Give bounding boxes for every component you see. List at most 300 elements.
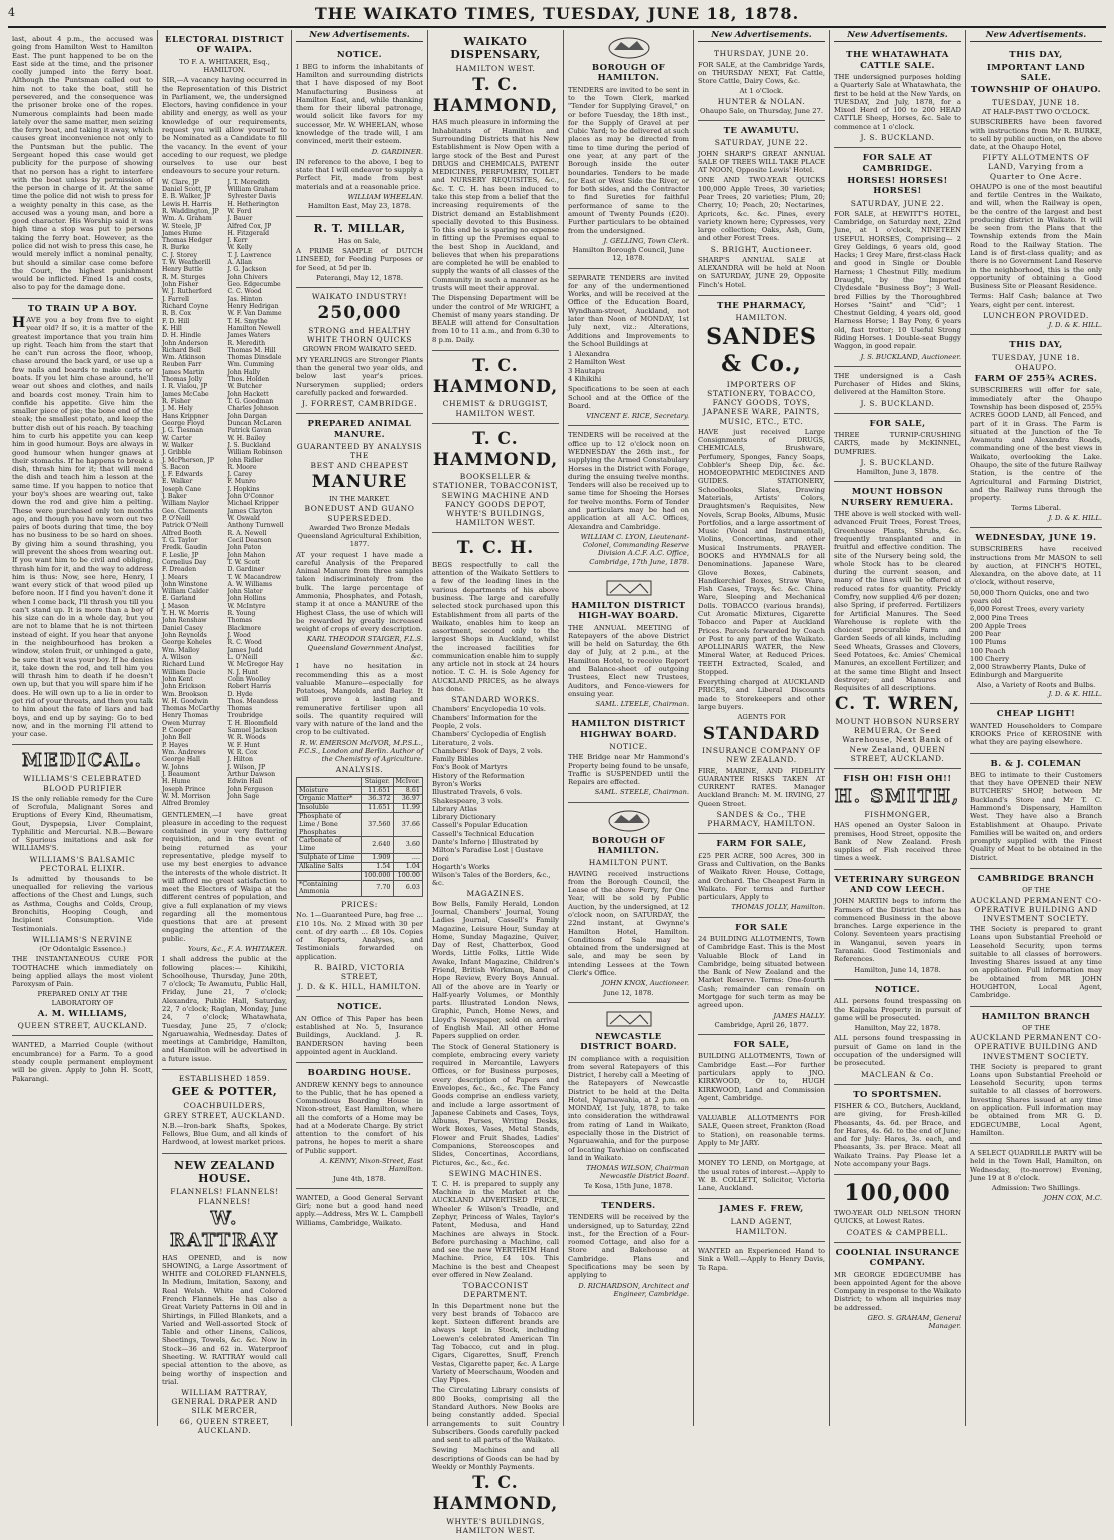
gardiner-notice-text: I BEG to inform the inhabitants of Hamilton and surrounding districts that I have disposed of my Boot Manufacturing Business at Hamilton East, and, while thanking them for their liberal patronage, would solicit like favors for my successor, Mr. W. WHEELAN, whose knowledge of the trade will, I am convinced, merit their esteem. xyxy=(296,62,423,146)
coolnial-title: COOLNIAL INSURANCE COMPANY. xyxy=(835,1247,960,1269)
elector-name: P. Cooper xyxy=(162,727,192,735)
medical-subtitle: WILLIAMS'S CELEBRATED BLOOD PURIFIER xyxy=(23,774,142,793)
elector-name: T. W. Weatherill xyxy=(162,259,211,267)
newspaper-title: THE WAIKATO TIMES, TUESDAY, JUNE 18, 1878. xyxy=(314,4,800,23)
trees-list-item: 2,000 Pine Trees xyxy=(970,613,1029,622)
elector-name: J. M. Hely xyxy=(162,405,193,413)
whatawhata-title: THE WHATAWHATA CATTLE SALE. xyxy=(846,50,949,71)
sharp-list: ONE AND TWO-YEAR QUICKS 100,000 Apple Trees, 30 varieties; Pear Trees, 20 varieties; Plum, 20; Cherry, 10; Peach, 20; Nectarines, Apricots, &c. &c. Pines, every variety known here; Cypresses, very large collection; Oaks, Ash, Gum, and other Forest Trees. xyxy=(698,176,825,243)
trees-list-item: 200 Apple Trees xyxy=(970,621,1027,630)
elector-name: R. B. Cox xyxy=(162,310,192,318)
elector-name: Wm. A. Graham xyxy=(162,215,212,223)
pectoral-title: WILLIAMS'S BALSAMIC PECTORAL ELIXIR. xyxy=(29,854,136,873)
analysis-row xyxy=(297,880,423,897)
punt-ad xyxy=(568,803,689,1003)
analysis-table xyxy=(296,777,423,897)
tch-text: BEGS respectfully to call the attention of the Waikato Settlers to a few of the leading lines in the various departments of his above business. The large and carefully selected stock purchased upon this Establishment from all parts of the Waikato, enables him to keep an assortment, second only to the largest Shops in Auckland, whilst the increased facilities for communication enable him to supply any article not in stock at 24 hours notice. T. C. H. is Sole Agency for AUCKLAND PRICES, as he always has done. xyxy=(432,560,559,694)
hides-text: THE undersigned is a Cash Purchaser of Hides and Skins, delivered at the Hamilton Store. xyxy=(834,371,961,397)
analysis-cell: 3.60 xyxy=(393,837,423,854)
sewing-text: T. C. H. is prepared to supply any Machine in the Market at the AUCKLAND ADVERTISED PRICE, Wheeler & Wilson's Treadle, and Zephyr, Princess of Wales, Taylor's Patent, Medusa, and Hand Machines are always in Stock. Before purchasing a Machine, call and see the new WERTHEIM Hand Machine. Price, £4 10s. This Machine is the best and Cheapest ever offered in New Zealand. xyxy=(432,1179,559,1280)
punt-text: HAVING received instructions from the Borough Council, the Lease of the above Ferry, for One Year, will be sold by Public Auction, by the undersigned, at 12 o'clock noon, on SATURDAY, the 22nd instant, at Gwynne's Hamilton Hotel, Hamilton. Conditions of Sale may be obtained from the undersigned at sale, and may be seen by intending Lessees at the Town Clerk's Office. xyxy=(568,869,689,977)
bridge-notice-ad xyxy=(568,714,689,802)
works-list-item: Dante's Inferno | Illustrated by Milton's Paradise Lost | Gustave Doré xyxy=(432,837,544,863)
ohaupo-land-ad xyxy=(970,45,1102,335)
gee-name: GEE & POTTER, xyxy=(171,1085,278,1099)
whatawhata-sign: J. S. BUCKLAND. xyxy=(860,133,935,143)
analysis-cell: Moisture xyxy=(297,786,362,795)
gardiner-sign: D. GARDINER. xyxy=(371,147,423,156)
elector-name: F. D. Hill xyxy=(162,317,190,325)
works-list-item: Chambers' Cyclopedia of English Literature, 2 vols. xyxy=(432,730,547,747)
industry-subtitle: STRONG and HEALTHY WHITE THORN QUICKS xyxy=(306,326,413,345)
elector-name: P. Hayes xyxy=(162,741,189,749)
elector-name: Thos. Meandess xyxy=(227,697,279,705)
hammond-final-subtitle: WHYTE'S BUILDINGS, HAMILTON WEST. xyxy=(446,1516,545,1535)
analysis-cell: 36.97 xyxy=(393,795,423,804)
farm-place: OHAUPO. xyxy=(1015,362,1057,372)
nervine-title: WILLIAMS'S NERVINE xyxy=(32,934,133,944)
analysis-cell: 6.03 xyxy=(393,880,423,897)
ohaupo-time: AT HALF-PAST TWO O'CLOCK. xyxy=(982,107,1090,116)
elector-name: T. H. Bloomfield xyxy=(227,719,278,727)
elector-name: Owen Murray xyxy=(162,719,206,727)
cottage-tender-ad xyxy=(568,1196,689,1303)
elector-name: J. Hopkins xyxy=(227,485,260,493)
manure-title: PREPARED ANIMAL MANURE. xyxy=(307,419,412,440)
nz-rattray-name: W. RATTRAY xyxy=(170,1207,279,1251)
sportsmen-title: TO SPORTSMEN. xyxy=(853,1089,942,1100)
well-text: WANTED an Experienced Hand to Sink a Well.—Apply to Henry Davis, Te Rapa. xyxy=(698,1247,825,1272)
elector-name: Alfred Cox, JP xyxy=(227,222,272,230)
elector-name: Wm. Andrews xyxy=(162,749,206,757)
elector-name: Wm. Cumming xyxy=(227,361,275,369)
trees-list-item: 100 Plums xyxy=(970,638,1007,647)
works-list-item: Family Bibles xyxy=(432,755,479,764)
elector-name: T. J. Lawrence xyxy=(227,251,272,259)
column-4 xyxy=(428,30,564,1535)
boy-article xyxy=(12,299,153,746)
office-notice-title: NOTICE. xyxy=(336,1002,383,1013)
elector-name: Charles Johnson xyxy=(227,405,279,413)
elector-name: James Clayton xyxy=(227,507,273,515)
gardiner-notice xyxy=(296,45,423,216)
office-notice-text: AN Office of This Paper has been established at No. 5, Insurance Buildings, Auckland. J. R. BANDERSON having been appointed agent in Auckland. xyxy=(296,1014,423,1056)
elector-name: Thomas Jolly xyxy=(162,376,203,384)
trees-list-item: 100 Peach xyxy=(970,646,1006,655)
elector-name: Fredk. Gaudin xyxy=(162,544,208,552)
well-ad xyxy=(698,1242,825,1278)
analysis-header-cell xyxy=(297,777,362,786)
analysis-row xyxy=(297,813,423,837)
elector-name: Thomas Dinsdale xyxy=(227,354,282,362)
elector-name: R. Young xyxy=(227,610,256,618)
hamilton-society-name: AUCKLAND PERMANENT CO-OPERATIVE BUILDING AND INVESTMENT SOCIETY. xyxy=(970,1033,1102,1061)
farm-sale-ad xyxy=(698,834,825,917)
elector-name: James Judd xyxy=(227,646,263,654)
manure-award: Awarded Two Bronze Medals Queensland Agricultural Exhibition, 1877. xyxy=(297,523,422,549)
vet-date: Hamilton, June 14, 1878. xyxy=(854,965,941,974)
elector-name: T. W. Macandrew xyxy=(227,573,281,581)
gee-potter-ad xyxy=(162,1070,287,1154)
manure-best: BEST AND CHEAPEST xyxy=(310,461,409,471)
bridge-notice-label: NOTICE. xyxy=(609,742,648,752)
gravel-tender-sign: J. GELLING, Town Clerk. xyxy=(603,236,689,245)
ohaupo-land-title: IMPORTANT LAND SALE. xyxy=(986,62,1086,84)
elector-name: W. McGregor Hay xyxy=(227,661,284,669)
elector-name: W. Ford xyxy=(227,207,252,215)
prices-sign: R. BAIRD, VICTORIA STREET, xyxy=(314,962,405,982)
dispensary-ad xyxy=(432,30,559,351)
analysis-cell: 1.04 xyxy=(393,862,423,871)
tch-ad xyxy=(432,533,559,1540)
electoral-petition: SIR,—A vacancy having occurred in the Representation of this District in Parliament, we, the undersigned Electors, having confidence in your ability and energy, as well as your knowledge of our requirements, request you will allow yourself to be Nominated as a Candidate to fill the vacancy. In the event of your acceding to our request, we pledge ourselves to use our best endeavours to secure your return. xyxy=(162,76,287,176)
elector-name: J. S. Buckland xyxy=(227,441,271,449)
elector-name: John Dargan xyxy=(227,412,267,420)
elector-name: John Hally xyxy=(227,368,261,376)
coleman-title: B. & J. COLEMAN xyxy=(990,758,1082,769)
elector-name: D. Hyde xyxy=(227,690,253,698)
vet-title: VETERINARY SURGEON AND COW LEECH. xyxy=(834,874,961,895)
coleman-ad xyxy=(970,754,1102,869)
office-notice xyxy=(296,997,423,1063)
manure-sign: KARL THEODOR STAIGER, F.L.S. Queensland Government Analyst, &c. xyxy=(306,635,423,660)
nursery-ad xyxy=(834,482,961,768)
kirkwood-ad xyxy=(698,1035,825,1109)
elector-name: John Ridler xyxy=(227,456,263,464)
turnip-title: FOR SALE, xyxy=(869,418,926,429)
analysis-header-cell: Staiger. xyxy=(362,777,393,786)
cheap-light-title: CHEAP LIGHT! xyxy=(996,709,1076,720)
quadrille-ad xyxy=(970,1144,1102,1207)
coolnial-ad xyxy=(834,1243,961,1336)
frew-subtitle: LAND AGENT, xyxy=(730,1216,793,1226)
analysis-cell: 7.70 xyxy=(362,880,393,897)
elector-name: Colin Woolley xyxy=(227,675,271,683)
elector-name: R. A. Newell xyxy=(227,529,267,537)
millar-name: R. T. MILLAR, xyxy=(313,221,406,235)
school-list xyxy=(568,350,689,383)
elector-name: J. Kerr xyxy=(227,237,248,245)
millar-text: A PRIME SAMPLE of DUTCH LINSEED, for Feeding Purposes or for Seed, at 5d per lb. xyxy=(296,247,423,272)
works-list-item: Byron's Works xyxy=(432,779,482,788)
analysis-cell: *Containing Ammonia xyxy=(297,880,362,897)
standard-text: FIRE, MARINE, AND FIDELITY GUARANTEE RISKS TAKEN AT CURRENT RATES. Manager Auckland Branch: M. M. IRVING, 27 Queen Street. xyxy=(698,766,825,808)
column-header: New Advertisements. xyxy=(296,30,423,42)
bridge-notice-text: THE Bridge near Mr Hammond's Property being found to be unsafe, Traffic is SUSPENDED until the Repairs are effected. xyxy=(568,753,689,787)
cheap-light-text: WANTED Householders to Compare KROOKS Price of KEROSINE with what they are paying elsewhere. xyxy=(970,721,1102,747)
elector-name: Thomas McCarthy xyxy=(162,705,220,713)
analysis-header-row xyxy=(297,777,423,786)
magazines-text: Bow Bells, Family Herald, London Journal, Chambers' Journal, Young Ladies Journal, Cassell's Family Magazine, Leisure Hour, Sunday at Home, Sunday Magazine, Quiver, Day of Rest, Chatterbox, Good Words, Little Folks, Little Wide Awake, Infant Magazine, Children's Friend, British Workman, Band of Hope Review, Every Boys Annual. All of the above are in Yearly or Half-yearly Volumes, or Monthly parts. Illustrated London News, Graphic, Punch, Home News, and Lloyd's Newspaper, sold on arrival of English Mail. All other Home Papers supplied on order. xyxy=(432,899,559,1041)
works-list-item: Chambers' Book of Days, 2 vols. xyxy=(432,746,543,755)
quadrille-admission: Admission: Two Shillings. xyxy=(991,1184,1081,1193)
dispensary-text: HAS much pleasure in informing the Inhabitants of Hamilton and Surrounding Districts that his New Establishment is Now Open with a large stock of the Best and Purest DRUGS and CHEMICALS, PATENT MEDICINES, PERFUMERY, TOILET and NURSERY REQUISITES, &c., &c. T. C. H. has been induced to take this step from a belief that the increasing requirements of the District demand an Establishment specially devoted to this Business. To this end he is sparing no expense in fitting up the Premises equal to the best Shop in Auckland, and believes that when his preparations are completed he will be enabled to supply the wants of all classes of the Community in such a manner as he trusts will meet their approval. xyxy=(432,118,559,293)
trees-list-item: 6,000 Forest Trees, every variety xyxy=(970,605,1085,614)
forage-tender-ad xyxy=(568,426,689,572)
vet-ad xyxy=(834,870,961,980)
elector-name: Thomas M. Hill xyxy=(227,346,276,354)
boarding-text: ANDREW KENNY begs to announce to the Public, that he has opened a Commodious Boarding House in Nixon-street, East Hamilton, where all the comforts of a Home may be had at a Moderate Charge. By strict attention to the comfort of his patrons, he hopes to merit a share of Public support. xyxy=(296,1080,423,1155)
elector-name: T. G. Goodman xyxy=(227,398,274,406)
analysis-title: ANALYSIS. xyxy=(335,764,384,774)
alexandra-trees-list xyxy=(970,589,1102,680)
sportsmen-text: FISHER & CO., Butchers, Auckland, are giving, for Fresh-killed Pheasants, 4s. 6d. per Brace, and for Hares, 4s. 6d. to the end of June; and for July: Hares, 3s. each, and Pheasants, 3s. per Brace. Meat all Waikato Trains. Pay Please let a Note accompany your Bags. xyxy=(834,1102,961,1168)
elector-name: W. F. Hunt xyxy=(227,741,260,749)
farm-acres-text: SUBSCRIBERS will offer for sale, immediately after the Ohaupo Township has been disposed of, 255¾ ACRES GOOD LAND, all Fenced, and part of it in Grass. The Farm is situated at the Junction of the Te Awamutu and Alexandra Roads, commanding one of the best views in Waikato, overlooking the Lake. Ohaupo, the site of the future Railway Station, is the centre of the Agricultural and Farming District, and the Railway runs through the property. xyxy=(970,386,1102,503)
allotments-text: 24 BUILDING ALLOTMENTS, Town of Cambridge East. This is the Most Valuable Block of Land in Cambridge, being situated between the Bank of New Zealand and the Market Reserve. Terms: One-fourth Cash; remainder can remain on Mortgage for such term as may be agreed upon. xyxy=(698,935,825,1010)
elector-name: A. W. Williams xyxy=(227,580,273,588)
works-list xyxy=(432,705,559,887)
elector-name: Cecil Dearson xyxy=(227,536,272,544)
elector-name: J. Mears xyxy=(162,573,188,581)
column-8 xyxy=(966,30,1106,1426)
column-1 xyxy=(8,30,158,1426)
elector-name: John Winstone xyxy=(162,580,208,588)
thorn-count: 100,000 xyxy=(844,1180,951,1207)
works-list-item: History of the Reformation xyxy=(432,771,525,780)
agents-for: AGENTS FOR xyxy=(737,713,786,722)
industry-text: MY YEARLINGS are Stronger Plants than the general two year olds, and below last year's prices. Nurserymen supplied; orders carefully packed and forwarded. xyxy=(296,355,423,397)
columns xyxy=(8,30,1106,1535)
elector-name: W. H. Bailey xyxy=(227,434,266,442)
trespass-text-2: ALL persons found trespassing in pursuit of Game on land in the occupation of the undersigned will be prosecuted. xyxy=(834,1034,961,1068)
elector-name: S. Bacon xyxy=(162,463,190,471)
tobacco-title: TOBACCONIST DEPARTMENT. xyxy=(462,1281,529,1300)
analysis-cell: Organic Matter* xyxy=(297,795,362,804)
nz-flannels: FLANNELS! FLANNELS! FLANNELS! xyxy=(170,1187,279,1206)
gravel-tender-text: TENDERS are invited to be sent in to the Town Clerk, marked "Tender for Supplying Gravel," on or before Tuesday, the 18th inst., for the Supply of Gravel at per Cubic Yard; to be delivered at such places as may be directed from time to time during the period of one year, at any part of the Borough inside the outer boundaries. Tenders to be made for East or West Side the River, or for both sides, and the Contractor to find Sureties for faithful performance of same to the amount of Twenty Pounds (£20). Further particulars to be obtained from the undersigned. xyxy=(568,85,690,235)
sharp-sale-ad xyxy=(698,121,825,296)
fish-ad xyxy=(834,769,961,870)
elector-name: Arthur Dawson xyxy=(227,770,276,778)
highway-meeting-text: THE ANNUAL MEETING of Ratepayers of the above District will be held on Saturday, the 6th day of July, at 2 p.m., at the Hamilton Hotel, to receive Report and Balance-sheet of outgoing Trustees, Elect new Trustees, Auditors, and Fence-viewers for ensuing year. xyxy=(568,623,689,698)
wanted-couple-ad xyxy=(12,1036,153,1088)
elector-name: John Mahon xyxy=(227,551,266,559)
elector-name: Thomas Blackmore xyxy=(227,617,262,632)
elector-name: J. Hilton xyxy=(227,756,253,764)
standard-sign: SANDES & Co., THE PHARMACY, HAMILTON. xyxy=(707,810,816,829)
stationery-text: The Stock of General Stationery is complete, embracing every variety required in Mercantile, Lawyers Offices, or for Business purposes, every description of Papers and Envelopes, &c., &c., &c. The Fancy Goods comprise an endless variety, and include a large assortment of Japanese Cabinets and Cases, Toys, Albums, Purses, Writing Desks, Work Boxes, Vases, Metal Stands, Flower and Fruit Shades, Ladies' Companions, Stereoscopes and Slides, Concertinas, Accordians, Pictures, &c., &c., &c. xyxy=(432,1042,559,1167)
farm-terms: Terms Liberal. xyxy=(1010,504,1062,513)
frankton-text: VALUABLE ALLOTMENTS FOR SALE, Queen street, Frankton (Road to Station), on reasonable terms. Apply to Mr JARY. xyxy=(698,1114,825,1147)
elector-name: Alfred Booth xyxy=(162,529,202,537)
ohaupo-text: SUBSCRIBERS have been favored with instructions from Mr R. BURKE, to sell by public auction, on the above date, at the Ohaupo Hotel, xyxy=(970,118,1102,152)
dispensary-department: The Dispensing Department will be under the control of Mr WRIGHT, a Chemist of many years standing. Dr BEALE will attend for Consultation from 10 to 11 a.m., and from 6.30 to 8 p.m. Daily. xyxy=(432,294,559,344)
hamilton-society-of: OF THE xyxy=(1022,1023,1050,1032)
elector-name: John Slater xyxy=(227,588,263,596)
tch-title: T. C. H. xyxy=(456,538,535,559)
trespass-title: NOTICE. xyxy=(874,984,921,995)
standard-name: STANDARD xyxy=(702,723,821,744)
analysis-cell: 11.99 xyxy=(393,804,423,813)
sandes-name: SANDES & Co., xyxy=(706,324,817,378)
elector-name: L. O'Neill xyxy=(227,653,258,661)
elector-name: C. C. Wood xyxy=(227,288,262,296)
cambridge-society-title: CAMBRIDGE BRANCH xyxy=(977,873,1095,884)
boy-article-title: TO TRAIN UP A BOY. xyxy=(27,303,138,314)
analysis-cell: 37.66 xyxy=(393,813,423,837)
nz-house-address: 66, QUEEN STREET, AUCKLAND. xyxy=(179,1416,270,1435)
elector-name: I. R. Vialou, JP xyxy=(162,383,208,391)
chemist-name: A. M. WILLIAMS, xyxy=(37,1008,128,1019)
sandes-text: HAVE just received Large Consignments of DRUGS, CHEMICALS, Brushware, Perfumery, Sponges, Fancy Soaps, Cobbler's Sheep Dip, &c. &c. HOMOEOPATHIC MEDICINES AND GUIDES. STATIONERY, Schoolbooks, Slates, Drawing Materials, Artists' Colors, Draughtsmen's Requisites, New Novels, Scrap Books, Albums, Music Portfolios, and a large assortment of Music (Vocal and Instrumental), Violins, Concertinas, and other Musical Instruments. PRAYER-BOOKS and HYMNALS for all Denominations. Japanese Ware, Glove Boxes, Cabinets, Handkerchief Boxes, Straw Ware, Fish Cases, Trays, &c. &c. China Ware, Sleeping and Mechanical Dolls. TOBACCO (various brands), Cut Aromatic Mixtures, Cigarette Tobacco and Paper at Auckland Prices. Parcels forwarded by Coach or Post to any part of the Waikato. APOLLINARIS WATER, the New Mineral Water, at Reduced Prices. TEETH Extracted, Scaled, and Stopped. xyxy=(698,427,825,676)
elector-name: J. Carey xyxy=(227,471,252,479)
standard-subtitle: INSURANCE COMPANY OF NEW ZEALAND. xyxy=(702,746,821,765)
alexandra-trees-date: WEDNESDAY, JUNE 19. xyxy=(975,532,1097,543)
elector-name: George Floyd xyxy=(162,419,205,427)
gardiner-notice-title: NOTICE. xyxy=(336,50,383,61)
coolnial-sign: GEO. S. GRAHAM, General Manager. xyxy=(867,1313,961,1331)
elector-name: Wm. Brookson xyxy=(162,690,208,698)
farm-sale-text: £25 PER ACRE, 500 Acres, 300 in Grass and Cultivation, on the Banks of Waikato River. House, Cottage, and Orchard. The Cheapest Farm in Waikato. For terms and further particulars, Apply to xyxy=(698,851,825,902)
allotments-title: FOR SALE xyxy=(735,922,788,933)
wheelan-sign: WILLIAM WHEELAN. xyxy=(347,192,423,201)
elector-name: William Dacie xyxy=(162,668,206,676)
trees-list-item: 50,000 Thorn Quicks, one and two years old xyxy=(970,588,1089,605)
prices-title: PRICES: xyxy=(341,900,378,910)
column-header: New Advertisements. xyxy=(970,30,1102,42)
elector-name: T. W. Scott xyxy=(227,558,261,566)
manure-bonedust: BONEDUST AND GUANO SUPERSEDED. xyxy=(304,504,415,523)
highway-meeting-sign: SAML. LTEELE, Chairman. xyxy=(595,700,689,709)
pectoral-text: Is admitted by thousands to be unequalled for relieving the various affections of the Chest and Lungs, such as Asthma, Coughs and Colds, Croup, Bronchitis, Hooping Cough, and Incipient Consumption. Vide Testimonials. xyxy=(12,874,153,933)
industry-grown: GROWN FROM WAIKATO SEED. xyxy=(302,345,417,354)
elector-name: Samuel Jackson xyxy=(227,727,278,735)
forage-tender-sign: WILLIAM C. LYON, Lieutenant-Colonel, Commanding Reserve Division A.C.F. A.C. Office, Cambridge, 17th June, 1878. xyxy=(580,532,689,566)
elector-name: Cornelius Day xyxy=(162,558,207,566)
smith-text: HAS opened an Oyster Saloon in premises, Hood Street, opposite the Bank of New Zealand. Fresh supplies of Fish received three times a week. xyxy=(834,821,961,863)
elector-name: J. Mason xyxy=(162,602,189,610)
elector-name: C. J. Storey xyxy=(162,251,197,259)
school-list-item: 1 Alexandra xyxy=(568,350,610,359)
elector-name: Hans Krippner xyxy=(162,412,209,420)
cambridge-society-of: OF THE xyxy=(1022,886,1050,895)
analysis-cell: 37.560 xyxy=(362,813,393,837)
analysis-cell: 100.00 xyxy=(393,871,423,880)
elector-name: Henry Hedrigan xyxy=(227,302,279,310)
elector-name: W. M. Morrison xyxy=(162,792,211,800)
elector-name: J. Beaumont xyxy=(162,770,200,778)
elector-name: F. Munro xyxy=(227,478,256,486)
elector-name: John Anderson xyxy=(162,339,209,347)
elector-name: Alfred Bromley xyxy=(162,800,210,808)
elector-name: W. McIntyre xyxy=(227,602,266,610)
elector-name: W. H. Goodwin xyxy=(162,697,209,705)
nz-house-text: HAS OPENED, and is now SHOWING, a Large Assortment of WHITE and COLORED FLANNELS, In Medium, Imitation, Saxony, and Real Welsh. White and Colored French Flannels. He has also a Great Variety Patterns in Oil and in Shirtings, in Filled Blankets, and a Varied and Well-assorted Stock of Table and other Linens, Calicos, Sheetings, Towels, &c. &c. Now in Stock—36 and 62 in. Waterproof Sheeting. W. RATTRAY would call special attention to the above, as being worthy of inspection and trial. xyxy=(162,1253,287,1386)
analysis-cell xyxy=(297,871,362,880)
elector-name: Wm. Atkinson xyxy=(162,354,206,362)
wren-name: C. T. WREN, xyxy=(835,694,960,715)
works-list-item: Fox's Book of Martyrs xyxy=(432,763,508,772)
elector-name: Hamilton Newell xyxy=(227,324,281,332)
horses-text: FOR SALE, at HEWITT'S HOTEL, Cambridge, on Saturday next, 22nd June, at 1 o'clock, NINETEEN USEFUL HORSES, Comprising— 2 Grey Geldings, 6 years old, good Hacks; 1 Grey Mare, first-class Hack and good in Single or Double Harness; 1 Chestnut Filly, medium Draught, by the Imported Clydesdale "Business Boy"; 3 Well-bred Fillies by the Thoroughbred Horses "Saint" and "Cid"; 1 Chestnut Gelding, 4 years old, good Harness Horse; 1 Bay Pony, 6 years old, fast trotter; 10 Useful Strong Riding Horses. 1 Double-seat Buggy Waggon, in good repair. xyxy=(834,209,962,351)
cottage-tender-sign: D. RICHARDSON, Architect and Engineer, Cambridge. xyxy=(578,1281,689,1298)
newcastle-crest-icon xyxy=(604,1009,654,1029)
column-6 xyxy=(694,30,830,1426)
works-list-item: Library Atlas xyxy=(432,804,477,813)
analysis-cell: .... xyxy=(393,854,423,863)
hammond-chemist-ad xyxy=(432,351,559,424)
manure-heading: MANURE xyxy=(311,472,408,493)
works-list-item: Wilson's Tales of the Borders, &c., &c. xyxy=(432,871,551,888)
analysis-cell: Carbonate of Lime xyxy=(297,837,362,854)
highway-board-crest-icon xyxy=(604,578,654,598)
ohaupo-date: TUESDAY, JUNE 18. xyxy=(992,97,1080,107)
gee-subtitle: COACHBUILDERS, xyxy=(183,1100,266,1110)
elector-name: John Renshaw xyxy=(162,617,207,625)
elector-name: H. Hume xyxy=(162,778,191,786)
elector-name: James McCabe xyxy=(162,390,209,398)
elector-name: K. Hill xyxy=(162,324,182,332)
millar-subtitle: Has on Sale, xyxy=(337,236,382,245)
kirkwood-title: FOR SALE, xyxy=(733,1040,790,1051)
horses-heading: HORSES! HORSES! HORSES! xyxy=(847,175,948,197)
trespass-sign: MACLEAN & Co. xyxy=(860,1069,935,1079)
elector-name: W. Steele, JP xyxy=(162,222,202,230)
newcastle-sign: THOMAS WILSON, Chairman Newcastle District Board. xyxy=(586,1164,689,1181)
elector-names xyxy=(162,179,287,808)
school-list-item: 4 Kihikihi xyxy=(568,375,602,383)
ohaupo-sign: J. D. & K. HILL. xyxy=(1048,321,1102,330)
elector-name: R. C. Wood xyxy=(227,639,262,647)
farm-acres-title: FARM OF 255¾ ACRES. xyxy=(974,374,1098,385)
sharp-text: JOHN SHARP'S GREAT ANNUAL SALE OF TREES WILL TAKE PLACE AT NOON, Opposite Lewis' Hotel. xyxy=(698,149,825,175)
wanted-couple-text: WANTED, a Married Couple (without encumbrance) for a Farm. To a good steady couple permanent employment will be given. Apply to John H. Scott, Pakarangi. xyxy=(12,1041,153,1083)
elector-name: R. Meredith xyxy=(227,339,266,347)
horses-sign: J. S. BUCKLAND, Auctioneer. xyxy=(860,352,961,361)
elector-name: J. Baker xyxy=(162,493,187,501)
elector-name: Richard Lund xyxy=(162,661,205,669)
boarding-ad xyxy=(296,1063,423,1189)
borough-crest-icon xyxy=(606,809,652,833)
elector-name: W. R. Cox xyxy=(227,749,258,757)
elector-name: Anthony Turnwell xyxy=(227,522,284,530)
column-header: New Advertisements. xyxy=(834,30,961,42)
bridge-notice-title: HAMILTON DISTRICT HIGHWAY BOARD. xyxy=(571,719,686,740)
sandes-subtitle: IMPORTERS OF STATIONERY, TOBACCO, FANCY GOODS, TOYS, JAPANESE WARE, PAINTS, MUSIC, ETC., ETC. xyxy=(703,380,820,426)
elector-name: Robert Harris xyxy=(227,683,272,691)
cattle-yards-ad xyxy=(698,45,825,121)
elector-name: John Bell xyxy=(162,734,191,742)
manure-guaranteed: GUARANTEED BY ANALYSIS THE xyxy=(296,442,423,461)
elector-name: D. H. Hindle xyxy=(162,332,201,340)
manure-ad xyxy=(296,414,423,997)
nursery-title: MOUNT HOBSON NURSERY REMUERA. xyxy=(841,487,954,508)
masthead xyxy=(8,4,1106,28)
sharp-sign: S. BRIGHT, Auctioneer. xyxy=(710,244,813,254)
elector-name: J. Bauer xyxy=(227,215,253,223)
court-report-text: last, about 4 p.m., the accused was going from Hamilton West to Hamilton East. The punt happened to be on the East side at the time, and the prisoner coolly jumped into the ferry boat. Although the Puntsman called out to him not to take the boat, still he persevered, and the consequence was the prisoner broke one of the ropes. Numerous complaints had been made lately over the same matter, men seizing the ferry boat, and taking it away, which causes great inconvenience not only to the Puntsman but the public. The Sergeant hoped this case would get publicity for the purpose of showing that no person has a right to interfere with the boat unless by permission of the person in charge of it. At the same time the police did not wish to press for a weighty penalty in this case, as the accused was a young man, and bore a good character. His Worship said it was high time a stop was put to persons taking the ferry boat. However, as the police did not wish to press this case, he would merely inflict a nominal penalty, but should a similar case come before the Court, the highest punishment would be inflicted. Fined 1s and costs, also to pay for the damage done. xyxy=(12,35,153,292)
gravel-tender-title: BOROUGH OF HAMILTON. xyxy=(591,63,666,84)
prepared-line: PREPARED ONLY AT THE LABORATORY OF xyxy=(37,990,128,1007)
analysis-body xyxy=(297,786,423,897)
analysis-cell: 8.61 xyxy=(393,786,423,795)
farm-sale-title: FARM FOR SALE, xyxy=(716,839,807,850)
manure-sign-2: R. W. EMERSON McIVOR, M.P.S.L., F.C.S., London and Berlin. Author of the Chemistry of Agriculture. xyxy=(298,738,423,764)
elector-name: T. H. Smythe xyxy=(227,317,268,325)
manure-text: AT your request I have made a careful Analysis of the Prepared Animal Manure from three samples taken indiscriminately from the bulk. The large percentage of Ammonia, Phosphates, and Potash, stamp it at once a MANURE of the Highest Class, the use of which will be rewarded by greatly increased weight of crops of every description. xyxy=(296,550,423,634)
analysis-cell: Alkaline Salts xyxy=(297,862,362,871)
wren-text: MOUNT HOBSON NURSERY REMUERA, Or Seed Warehouse, Next Bank of New Zealand, QUEEN STREET, AUCKLAND. xyxy=(835,717,960,763)
boarding-date: June 4th, 1878. xyxy=(333,1174,386,1183)
works-list-item: Hogarth's Works xyxy=(432,862,490,871)
analysis-cell: Insoluble xyxy=(297,804,362,813)
cattle-yards-text: FOR SALE, at the Cambridge Yards, on THURSDAY NEXT, Fat Cattle, Store Cattle, Dairy Cows, &c. xyxy=(698,60,825,86)
pharmacy-ad xyxy=(698,296,825,834)
elector-name: W. Johns xyxy=(162,763,189,771)
awamutu-date: SATURDAY, JUNE 22. xyxy=(714,138,809,148)
ohaupo-lots: FIFTY ALLOTMENTS OF LAND, Varying from a Quarter to One Acre. xyxy=(982,153,1090,181)
